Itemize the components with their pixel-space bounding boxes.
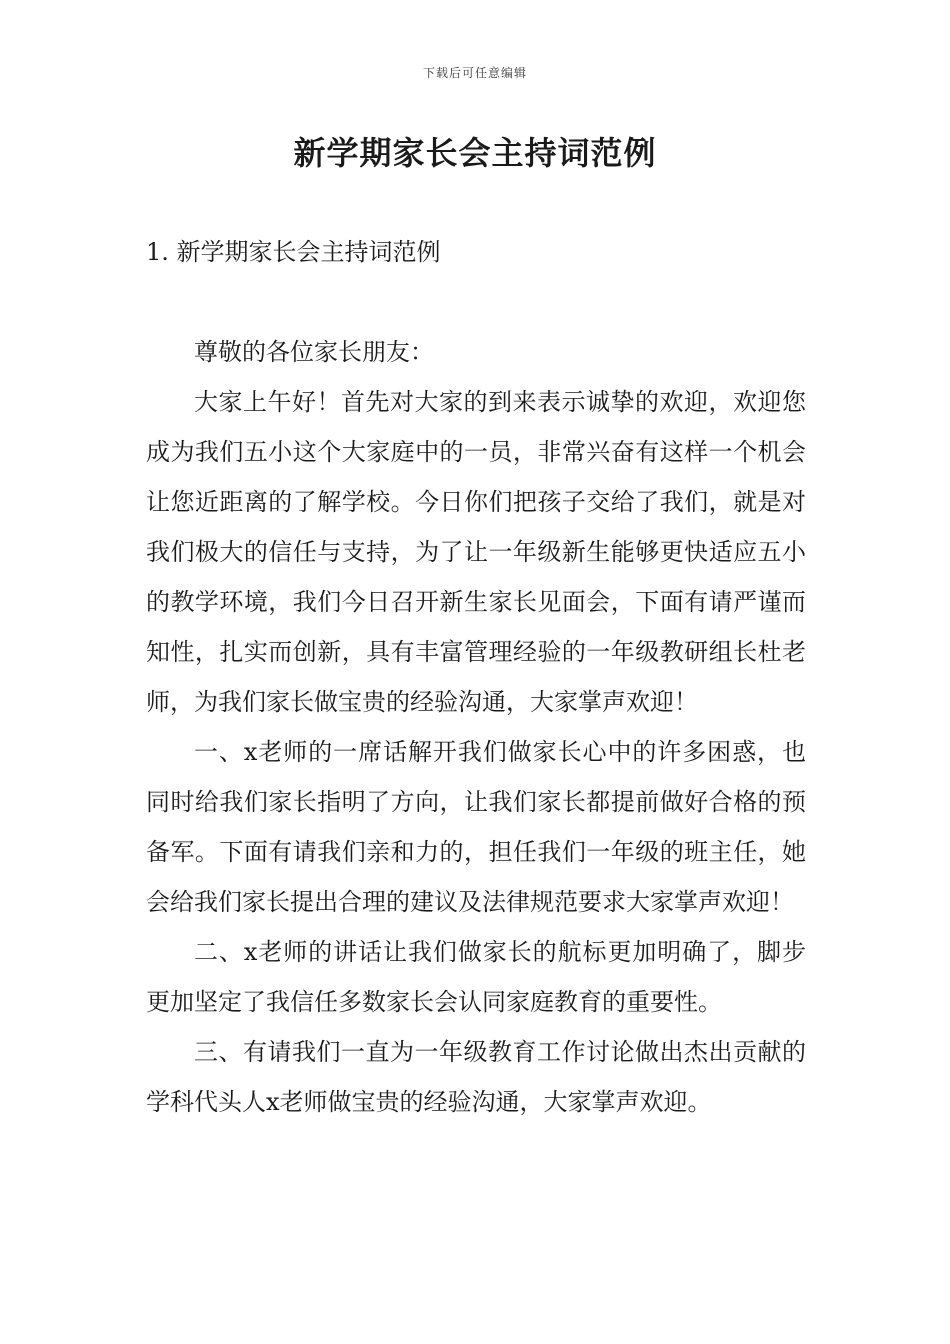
document-title: 新学期家长会主持词范例	[293, 134, 657, 172]
header-note: 下载后可任意编辑	[422, 66, 527, 80]
greeting-paragraph: 尊敬的各位家长朋友：	[194, 338, 434, 366]
paragraph-three: 三、有请我们一直为一年级教育工作讨论做出杰出贡献的学科代头人x老师做宝贵的经验沟通，大家掌声欢迎。	[146, 1038, 806, 1116]
opening-paragraph: 大家上午好！首先对大家的到来表示诚挚的欢迎，欢迎您成为我们五小这个大家庭中的一员，非常兴奋有这样一个机会让您近距离的了解学校。今日你们把孩子交给了我们，就是对我们极大的信任与支持，为了让一年级新生能够更快适应五小的教学环境，我们今日召开新生家长见面会，下面有请严谨而知性，扎实而创新，具有丰富管理经验的一年级教研组长杜老师，为我们家长做宝贵的经验沟通，大家掌声欢迎！	[146, 388, 806, 716]
body-text	[146, 327, 806, 1127]
paragraph-one: 一、x老师的一席话解开我们做家长心中的许多困惑，也同时给我们家长指明了方向，让我们家长都提前做好合格的预备军。下面有请我们亲和力的，担任我们一年级的班主任，她会给我们家长提出合理的建议及法律规范要求大家掌声欢迎！	[146, 738, 806, 916]
section-heading: 1. 新学期家长会主持词范例	[146, 238, 441, 266]
paragraph-two: 二、x老师的讲话让我们做家长的航标更加明确了，脚步更加坚定了我信任多数家长会认同家庭教育的重要性。	[146, 938, 806, 1016]
